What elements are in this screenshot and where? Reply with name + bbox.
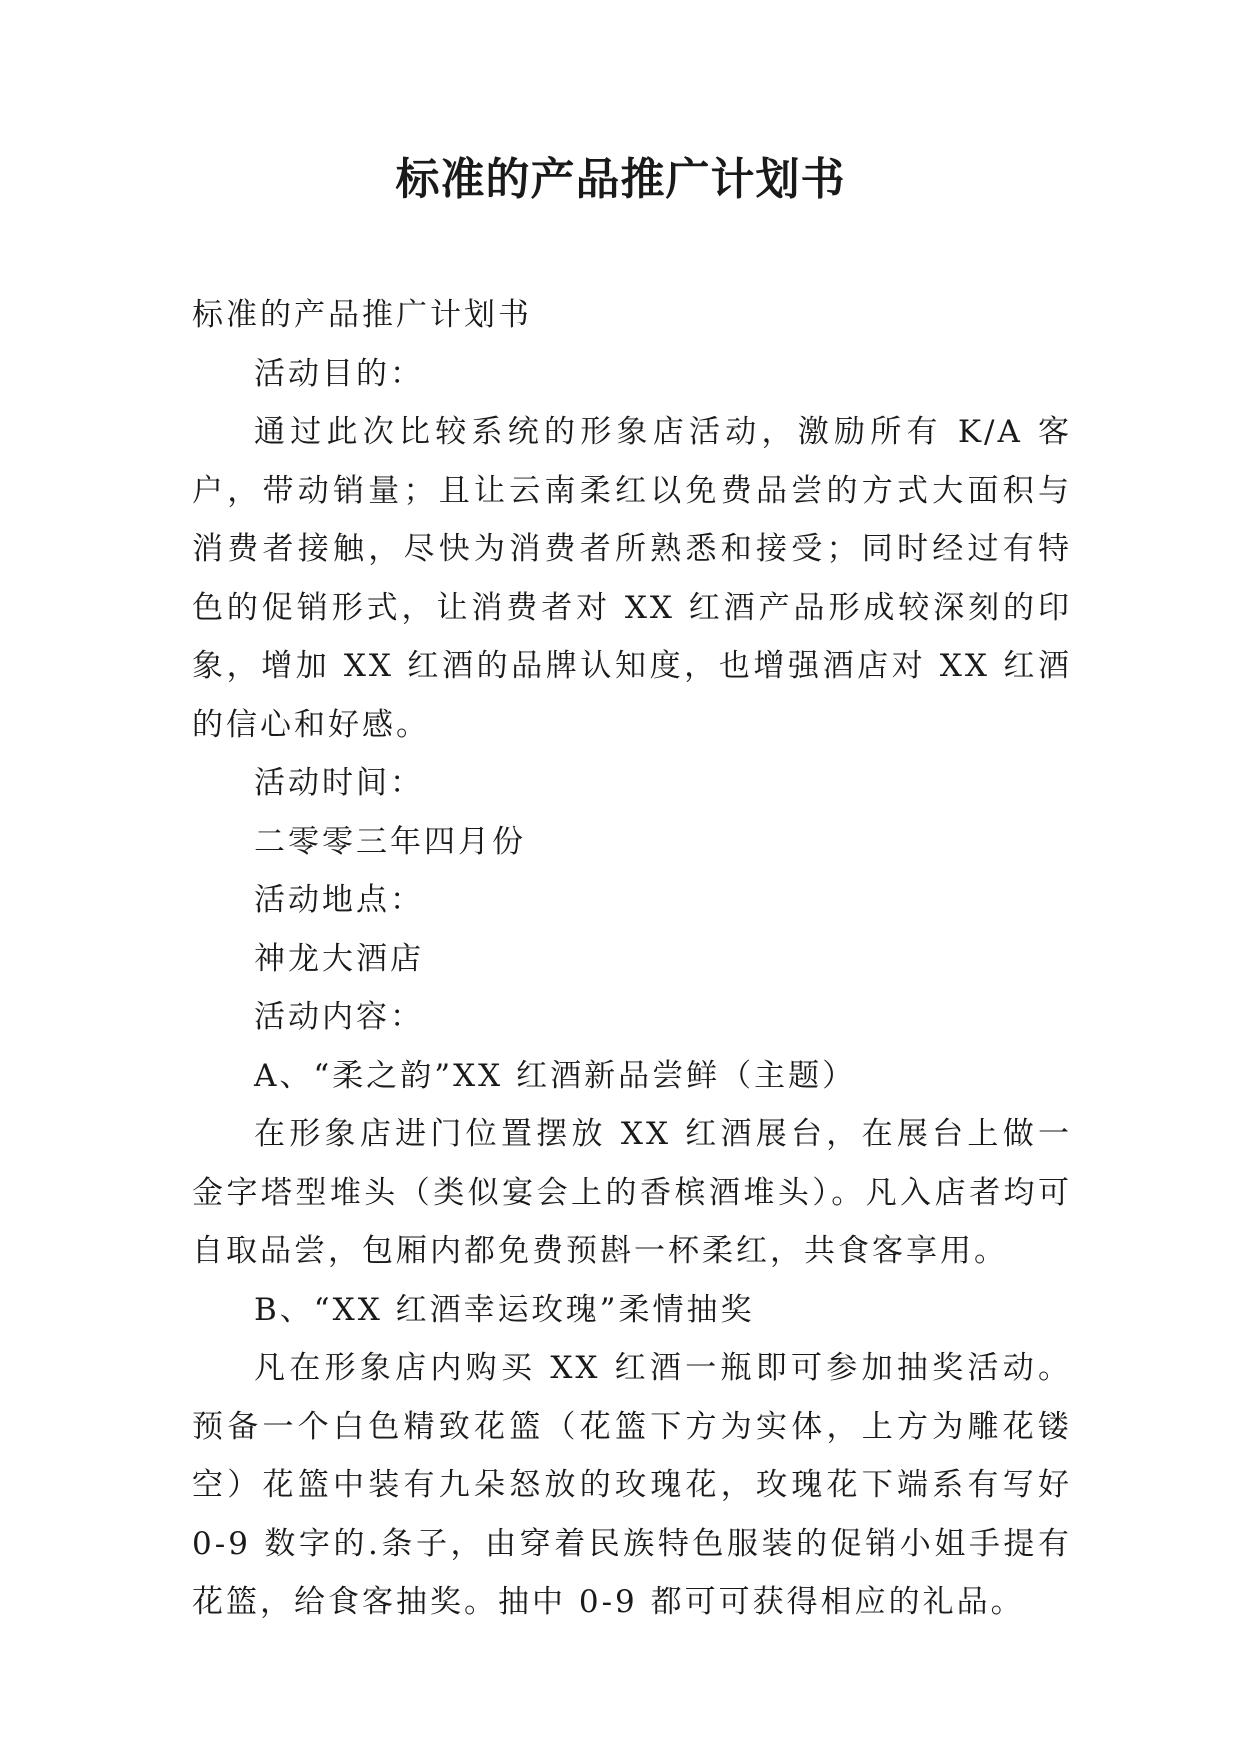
paragraph: A、“柔之韵”XX 红酒新品尝鲜（主题）	[254, 1057, 857, 1094]
paragraph: 凡在形象店内购买 XX 红酒一瓶即可参加抽奖活动。预备一个白色精致花篮（花篮下方为实体，上方为雕花镂空）花篮中装有九朵怒放的玫瑰花，玫瑰花下端系有写好 0-9 数字的.条子，由穿着民族特色服装的促销小姐手提有花篮，给食客抽奖。抽中 0-9 都可可获得相应的礼品。	[192, 1350, 1072, 1620]
paragraph: 活动地点：	[254, 882, 424, 918]
paragraph: 活动内容：	[254, 999, 424, 1035]
paragraph: 通过此次比较系统的形象店活动，激励所有 K/A 客户，带动销量；且让云南柔红以免费品尝的方式大面积与消费者接触，尽快为消费者所熟悉和接受；同时经过有特色的促销形式，让消费者对 XX 红酒产品形成较深刻的印象，增加 XX 红酒的品牌认知度，也增强酒店对 XX 红酒的信心和好感。	[192, 414, 1072, 743]
paragraph: 神龙大酒店	[254, 940, 424, 977]
paragraph: 二零零三年四月份	[254, 823, 526, 860]
paragraph: 在形象店进门位置摆放 XX 红酒展台，在展台上做一金字塔型堆头（类似宴会上的香槟酒堆头）。凡入店者均可自取品尝，包厢内都免费预斟一杯柔红，共食客享用。	[192, 1116, 1072, 1269]
paragraph: 标准的产品推广计划书	[192, 297, 532, 333]
paragraph: 活动目的：	[254, 355, 424, 392]
document-body	[192, 286, 1072, 1632]
document-title: 标准的产品推广计划书	[395, 154, 846, 205]
paragraph: B、“XX 红酒幸运玫瑰”柔情抽奖	[254, 1291, 755, 1328]
paragraph: 活动时间：	[254, 765, 424, 801]
